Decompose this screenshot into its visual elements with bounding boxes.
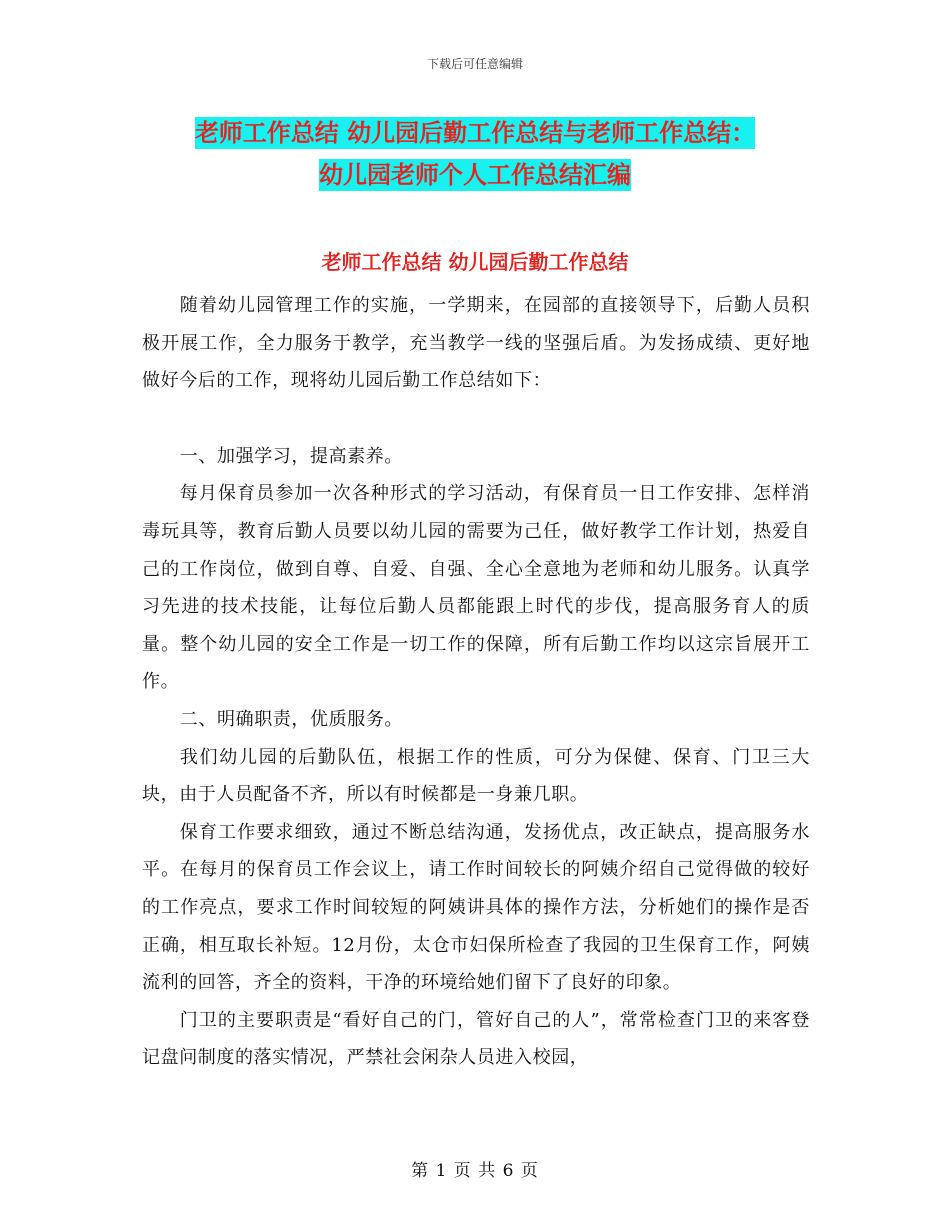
title-line-1: 老师工作总结 幼儿园后勤工作总结与老师工作总结： bbox=[194, 119, 756, 147]
paragraph-care: 保育工作要求细致，通过不断总结沟通，发扬优点，改正缺点，提高服务水平。在每月的保育员工作会议上，请工作时间较长的阿姨介绍自己觉得做的较好的工作亮点，要求工作时间较短的阿姨讲具体的操作方法，分析她们的操作是否正确，相互取长补短。12月份，太仓市妇保所检查了我园的卫生保育工作，阿姨流利的回答，齐全的资料，干净的环境给她们留下了良好的印象。 bbox=[142, 821, 810, 994]
paragraph-intro: 随着幼儿园管理工作的实施，一学期来，在园部的直接领导下，后勤人员积极开展工作，全力服务于教学，充当教学一线的坚强后盾。为发扬成绩、更好地做好今后的工作，现将幼儿园后勤工作总结如下： bbox=[142, 295, 810, 392]
paragraph-guard: 门卫的主要职责是“看好自己的门，管好自己的人”，常常检查门卫的来客登记盘问制度的落实情况，严禁社会闲杂人员进入校园， bbox=[142, 1009, 810, 1069]
title-line-2: 幼儿园老师个人工作总结汇编 bbox=[319, 161, 631, 189]
heading-2: 二、明确职责，优质服务。 bbox=[179, 708, 403, 730]
paragraph-team: 我们幼儿园的后勤队伍，根据工作的性质，可分为保健、保育、门卫三大块，由于人员配备不齐，所以有时候都是一身兼几职。 bbox=[142, 746, 810, 806]
paragraph-study: 每月保育员参加一次各种形式的学习活动，有保育员一日工作安排、怎样消毒玩具等，教育后勤人员要以幼儿园的需要为己任，做好教学工作计划，热爱自己的工作岗位，做到自尊、自爱、自强、全心全意地为老师和幼儿服务。认真学习先进的技术技能，让每位后勤人员都能跟上时代的步伐，提高服务育人的质量。整个幼儿园的安全工作是一切工作的保障，所有后勤工作均以这宗旨展开工作。 bbox=[142, 483, 810, 693]
document-title bbox=[0, 112, 950, 196]
section-title: 老师工作总结 幼儿园后勤工作总结 bbox=[321, 250, 629, 274]
page-indicator: 第 1 页 共 6 页 bbox=[411, 1161, 539, 1181]
body-text bbox=[142, 287, 810, 1077]
header-note: 下载后可任意编辑 bbox=[426, 57, 523, 71]
heading-1: 一、加强学习，提高素养。 bbox=[179, 445, 403, 467]
